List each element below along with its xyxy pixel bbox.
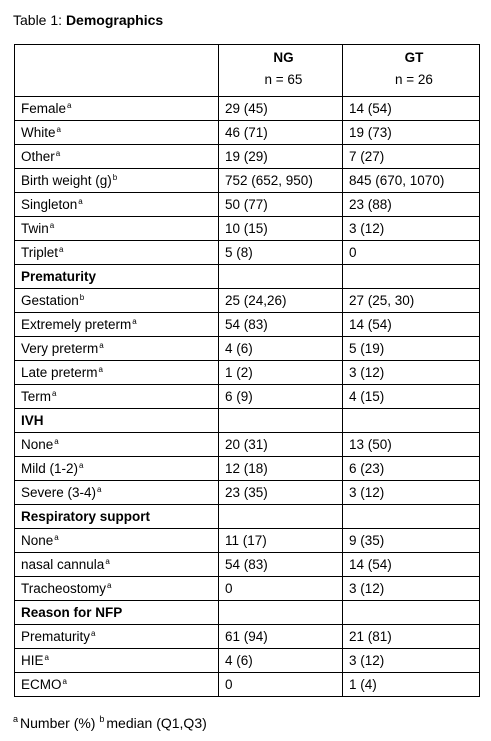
row-label-cell xyxy=(15,193,219,217)
ng-value-cell: 54 (83) xyxy=(219,313,343,337)
footnote-marker: a xyxy=(78,197,83,206)
ng-value-cell: 23 (35) xyxy=(219,481,343,505)
footnote-marker: a xyxy=(52,389,57,398)
table-row xyxy=(15,457,480,481)
section-row xyxy=(15,265,480,289)
gt-value-cell xyxy=(343,265,480,289)
table-row xyxy=(15,193,480,217)
gt-value-cell xyxy=(343,601,480,625)
row-label: HIE xyxy=(21,653,44,668)
table-row xyxy=(15,337,480,361)
gt-value-cell xyxy=(343,409,480,433)
table-row xyxy=(15,313,480,337)
gt-value-cell: 3 (12) xyxy=(343,577,480,601)
footnote-marker: a xyxy=(91,629,96,638)
table-row xyxy=(15,673,480,697)
row-label: Tracheostomy xyxy=(21,581,107,596)
ng-value-cell: 54 (83) xyxy=(219,553,343,577)
section-label-cell xyxy=(15,409,219,433)
row-label-cell xyxy=(15,97,219,121)
gt-value-cell: 14 (54) xyxy=(343,97,480,121)
row-label-cell xyxy=(15,361,219,385)
footnote-marker: a xyxy=(97,485,102,494)
footnote-marker: a xyxy=(132,317,137,326)
ng-value-cell: 4 (6) xyxy=(219,649,343,673)
ng-value-cell: 46 (71) xyxy=(219,121,343,145)
row-label-cell xyxy=(15,145,219,169)
row-label: Birth weight (g) xyxy=(21,173,112,188)
row-label-cell xyxy=(15,457,219,481)
row-label: None xyxy=(21,437,54,452)
row-label-cell xyxy=(15,529,219,553)
gt-value-cell: 3 (12) xyxy=(343,649,480,673)
gt-value-cell: 23 (88) xyxy=(343,193,480,217)
table-row xyxy=(15,169,480,193)
ng-value-cell xyxy=(219,409,343,433)
row-label-cell xyxy=(15,289,219,313)
gt-value-cell: 4 (15) xyxy=(343,385,480,409)
row-label: Singleton xyxy=(21,197,78,212)
footnote-marker: b xyxy=(79,293,85,302)
row-label: ECMO xyxy=(21,677,62,692)
gt-value-cell: 3 (12) xyxy=(343,361,480,385)
ng-value-cell xyxy=(219,601,343,625)
footnote-marker: a xyxy=(67,101,72,110)
ng-value-cell: 0 xyxy=(219,673,343,697)
gt-value-cell: 1 (4) xyxy=(343,673,480,697)
ng-value-cell: 25 (24,26) xyxy=(219,289,343,313)
row-label: White xyxy=(21,125,56,140)
row-label: Mild (1-2) xyxy=(21,461,79,476)
row-label-cell xyxy=(15,121,219,145)
row-label-cell xyxy=(15,553,219,577)
ng-value-cell: 752 (652, 950) xyxy=(219,169,343,193)
gt-value-cell: 19 (73) xyxy=(343,121,480,145)
gt-value-cell: 5 (19) xyxy=(343,337,480,361)
table-row xyxy=(15,433,480,457)
caption-title: Demographics xyxy=(65,12,164,28)
row-label-cell xyxy=(15,385,219,409)
ng-value-cell: 20 (31) xyxy=(219,433,343,457)
footnote-b-mark: b xyxy=(99,714,105,724)
ng-value-cell: 1 (2) xyxy=(219,361,343,385)
ng-value-cell: 29 (45) xyxy=(219,97,343,121)
footnote-marker: a xyxy=(62,677,67,686)
table-row xyxy=(15,385,480,409)
section-label: Respiratory support xyxy=(21,509,151,524)
row-label: Late preterm xyxy=(21,365,98,380)
footnote-marker: a xyxy=(56,125,61,134)
ng-value-cell: 11 (17) xyxy=(219,529,343,553)
row-label: Extremely preterm xyxy=(21,317,132,332)
row-label-cell xyxy=(15,673,219,697)
footnote-marker: a xyxy=(54,533,59,542)
footnote-marker: a xyxy=(44,653,49,662)
table-row xyxy=(15,481,480,505)
ng-value-cell: 19 (29) xyxy=(219,145,343,169)
gt-value-cell: 845 (670, 1070) xyxy=(343,169,480,193)
footnote-marker: a xyxy=(98,365,103,374)
caption-prefix: Table 1: xyxy=(13,12,66,28)
gt-value-cell xyxy=(343,505,480,529)
gt-value-cell: 21 (81) xyxy=(343,625,480,649)
row-label-cell xyxy=(15,625,219,649)
row-label-cell xyxy=(15,217,219,241)
gt-value-cell: 13 (50) xyxy=(343,433,480,457)
footnote-marker: a xyxy=(105,557,110,566)
ng-value-cell: 10 (15) xyxy=(219,217,343,241)
row-label: Female xyxy=(21,101,67,116)
row-label-cell xyxy=(15,241,219,265)
header-gt-n: n = 26 xyxy=(395,72,433,87)
ng-value-cell: 0 xyxy=(219,577,343,601)
section-row xyxy=(15,505,480,529)
table-row xyxy=(15,97,480,121)
row-label: Other xyxy=(21,149,55,164)
row-label: Severe (3-4) xyxy=(21,485,97,500)
footnote-marker: a xyxy=(79,461,84,470)
footnote-marker: a xyxy=(99,341,104,350)
table-row xyxy=(15,553,480,577)
table-caption xyxy=(13,11,163,29)
gt-value-cell: 14 (54) xyxy=(343,553,480,577)
header-gt-name: GT xyxy=(404,50,424,65)
ng-value-cell: 6 (9) xyxy=(219,385,343,409)
table-row xyxy=(15,529,480,553)
ng-value-cell: 61 (94) xyxy=(219,625,343,649)
row-label-cell xyxy=(15,433,219,457)
table-footnote xyxy=(13,714,207,732)
row-label-cell xyxy=(15,313,219,337)
ng-value-cell: 5 (8) xyxy=(219,241,343,265)
ng-value-cell: 4 (6) xyxy=(219,337,343,361)
section-label-cell xyxy=(15,601,219,625)
gt-value-cell: 6 (23) xyxy=(343,457,480,481)
row-label-cell xyxy=(15,337,219,361)
ng-value-cell: 12 (18) xyxy=(219,457,343,481)
table-row xyxy=(15,361,480,385)
footnote-a-text: Number (%) xyxy=(20,715,100,731)
header-ng-cell xyxy=(219,45,343,97)
gt-value-cell: 27 (25, 30) xyxy=(343,289,480,313)
footnote-marker: a xyxy=(55,149,61,158)
section-label-cell xyxy=(15,265,219,289)
row-label: Gestation xyxy=(21,293,79,308)
header-blank-cell xyxy=(15,45,219,97)
row-label: None xyxy=(21,533,54,548)
section-label-cell xyxy=(15,505,219,529)
section-label: Reason for NFP xyxy=(21,605,123,620)
section-label: Prematurity xyxy=(21,269,97,284)
table-row xyxy=(15,241,480,265)
row-label: nasal cannula xyxy=(21,557,105,572)
demographics-table xyxy=(14,44,480,697)
ng-value-cell: 50 (77) xyxy=(219,193,343,217)
gt-value-cell: 7 (27) xyxy=(343,145,480,169)
table-row xyxy=(15,625,480,649)
row-label: Twin xyxy=(21,221,49,236)
ng-value-cell xyxy=(219,265,343,289)
section-row xyxy=(15,409,480,433)
gt-value-cell: 14 (54) xyxy=(343,313,480,337)
footnote-marker: a xyxy=(107,581,112,590)
row-label-cell xyxy=(15,577,219,601)
header-ng-n: n = 65 xyxy=(264,72,303,87)
row-label-cell xyxy=(15,169,219,193)
table-row xyxy=(15,145,480,169)
table-row xyxy=(15,217,480,241)
footnote-marker: a xyxy=(59,245,64,254)
table-body xyxy=(15,45,480,697)
header-ng-name: NG xyxy=(273,50,294,65)
footnote-marker: a xyxy=(54,437,59,446)
footnote-marker: a xyxy=(49,221,55,230)
row-label: Term xyxy=(21,389,51,404)
gt-value-cell: 3 (12) xyxy=(343,217,480,241)
gt-value-cell: 9 (35) xyxy=(343,529,480,553)
row-label: Very preterm xyxy=(21,341,99,356)
table-row xyxy=(15,649,480,673)
table-row xyxy=(15,289,480,313)
footnote-marker: b xyxy=(112,173,118,182)
header-gt-cell xyxy=(343,45,480,97)
row-label-cell xyxy=(15,481,219,505)
row-label: Prematurity xyxy=(21,629,91,644)
table-row xyxy=(15,577,480,601)
section-label: IVH xyxy=(21,413,44,428)
footnote-b-text: median (Q1,Q3) xyxy=(106,715,207,731)
ng-value-cell xyxy=(219,505,343,529)
gt-value-cell: 0 xyxy=(343,241,480,265)
table-row xyxy=(15,121,480,145)
row-label-cell xyxy=(15,649,219,673)
table-header-row xyxy=(15,45,480,97)
footnote-a-mark: a xyxy=(13,714,19,724)
section-row xyxy=(15,601,480,625)
gt-value-cell: 3 (12) xyxy=(343,481,480,505)
row-label: Triplet xyxy=(21,245,59,260)
